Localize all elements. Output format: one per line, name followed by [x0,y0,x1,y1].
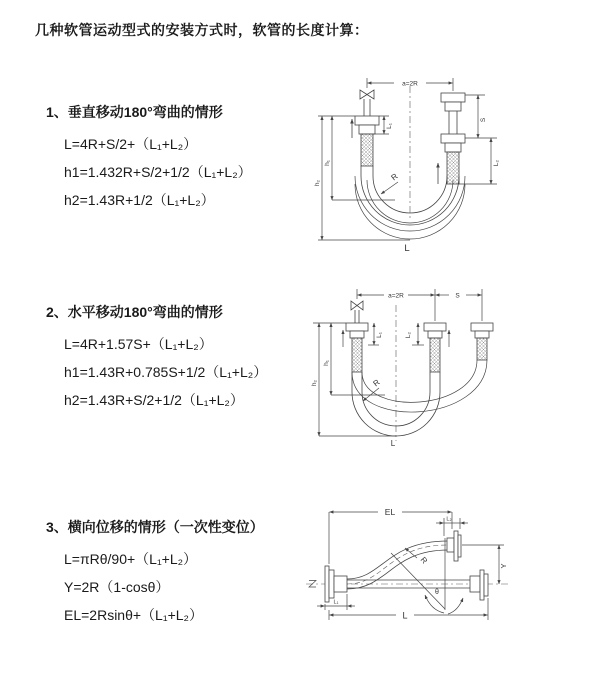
dim-label-h1: h₁ [324,160,331,166]
left-pipe-valve-flange [352,90,379,166]
dim-label-l2: L₂ [405,331,412,339]
dim-span-top [357,289,482,321]
section-2-heading: 2、水平移动180°弯曲的情形 [46,304,223,320]
right-pipe-flanges [438,93,465,184]
formula-line: h2=1.43R+S/2+1/2（L₁+L₂） [64,392,244,408]
dim-label-s: S [455,292,460,300]
angle-label: θ [435,589,439,596]
formula-line: L=4R+1.57S+（L₁+L₂） [64,336,213,352]
dim-label-h2: h₂ [311,379,318,387]
radius-label: R [389,171,400,183]
dim-label-h2: h₂ [314,179,321,187]
formula-line: h1=1.432R+S/2+1/2（L₁+L₂） [64,164,252,180]
formula-line: h1=1.43R+0.785S+1/2（L₁+L₂） [64,364,268,380]
braid-section [361,134,373,166]
section-3-heading: 3、横向位移的情形（一次性变位） [46,519,264,535]
section-3 [46,517,326,629]
dim-l-bottom [329,598,488,621]
formula-line: L=πRθ/90+（L₁+L₂） [64,551,198,567]
dim-label-l1: L₁ [333,599,339,606]
upper-right-flange [447,531,461,561]
section-2 [46,302,326,414]
section-1-heading: 1、垂直移动180°弯曲的情形 [46,104,223,120]
right-pipe-flange [471,323,493,360]
valve-icon [360,90,374,99]
braid-section [430,338,440,372]
radius-callout [363,378,382,401]
dim-label-l1: L₁ [376,332,383,338]
radius-callout [405,548,429,566]
formula-line: L=4R+S/2+（L₁+L₂） [64,136,198,152]
formula-line: h2=1.43R+1/2（L₁+L₂） [64,192,215,208]
dim-label-l2: L₂ [493,159,500,167]
dim-label-span: a=2R [388,292,404,300]
dim-label-y: Y [499,563,508,569]
dim-label-l1: L₁ [386,123,393,129]
radius-label: R [371,377,382,389]
dim-el-top [329,507,452,564]
radius-callout [381,172,400,194]
diagram-2-svg [305,283,600,455]
lower-right-flange [470,570,488,600]
dim-label-l2: L₂ [446,516,452,523]
page-title: 几种软管运动型式的安装方式时，软管的长度计算： [35,22,369,38]
formula-line: EL=2Rsinθ+（L₁+L₂） [64,607,203,623]
formula-line: Y=2R（1-cosθ） [64,579,170,595]
diagram-vertical-180-bend [310,68,600,265]
braid-section [477,338,487,360]
length-label: L [404,243,410,254]
section-1 [46,102,326,214]
dim-label-span: a=2R [402,80,418,88]
dim-label-s: S [480,117,487,123]
diagram-horizontal-180-bend [305,283,600,455]
s-curve-hose [347,541,448,589]
dim-label-el: EL [384,507,396,517]
radius-label: R [418,555,430,566]
left-pipe-valve-flange [343,301,368,372]
dim-label-h1: h₁ [323,360,330,366]
left-flange [325,566,347,602]
middle-pipe-flange [424,323,449,372]
length-label: L [390,439,396,448]
braid-section [352,338,362,372]
hose-curves [352,360,487,436]
braid-section [447,152,459,184]
diagram-1-svg [310,68,600,265]
diagram-3-svg [298,498,600,645]
valve-icon [351,301,363,310]
dim-label-l: L [402,610,408,621]
dim-l1-left [317,594,355,610]
diagram-lateral-displacement [298,498,600,645]
